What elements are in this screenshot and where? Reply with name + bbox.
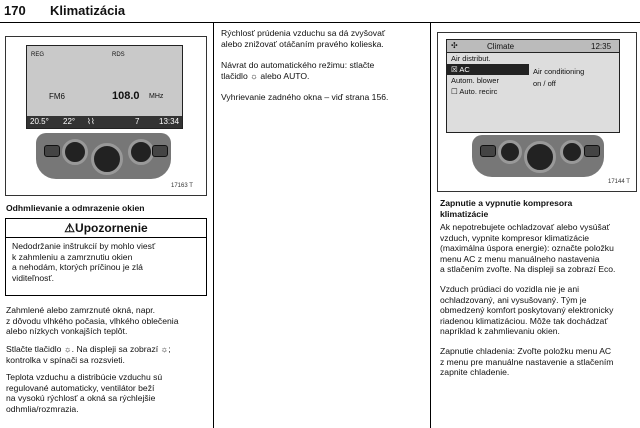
menu-title: Climate: [487, 42, 515, 51]
right-paragraph-3: Zapnutie chladenia: Zvoľte položku menu AC z menu pre manuálne nastavenie a stlačením zapnite chladenie.: [440, 346, 614, 378]
radio-lcd: [26, 45, 183, 129]
section-title-ac: Zapnutie a vypnutie kompresora klimatizácie: [440, 198, 573, 219]
warning-title-row: [6, 219, 206, 238]
right-paragraph-2: Vzduch prúdiaci do vozidla nie je ani ochladzovaný, ani vysušovaný. Tým je obmedzený komfort poskytovaný elektronicky riadenou klimatizáciou. Môže tak dochádzať napríklad k zahmlievaniu okien.: [440, 284, 614, 337]
lcd-temp-set: 22°: [63, 117, 76, 126]
radio-display-figure: [5, 36, 207, 196]
lcd-fan: 7: [135, 117, 140, 126]
lcd-reg: REG: [31, 52, 45, 58]
column-divider-right: [430, 23, 431, 428]
column-divider-left: [213, 23, 214, 428]
right-paragraph-1: Ak nepotrebujete ochladzovať alebo vysúšať vzduch, vypnite kompresor klimatizácie (maximálna úspora energie): označte položku menu AC z menu manuálneho nastavenia a stlačením zvoľte. Na displeji sa zobrazí Eco.: [440, 222, 616, 275]
menu-item[interactable]: Autom. blower: [451, 76, 499, 85]
panel-button[interactable]: [480, 145, 496, 157]
menu-list: [447, 53, 529, 97]
figure-code: 17163 T: [171, 183, 193, 189]
lcd-time: 13:34: [159, 117, 180, 126]
climate-menu-figure: [437, 32, 637, 192]
page-number: 170: [4, 3, 26, 18]
panel-button[interactable]: [584, 145, 600, 157]
checkbox-icon: ☐: [451, 87, 458, 96]
center-knob[interactable]: [524, 141, 556, 173]
lcd-band: FM6: [49, 92, 65, 101]
center-knob[interactable]: [91, 143, 123, 175]
left-knob[interactable]: [498, 140, 522, 164]
right-knob[interactable]: [128, 139, 154, 165]
lcd-rds: RDS: [112, 52, 125, 58]
menu-time: 12:35: [591, 42, 612, 51]
left-paragraph-2: Stlačte tlačidlo ☼. Na displeji sa zobrazí ☼; kontrolka v spínači sa rozsvieti.: [6, 344, 171, 365]
panel-button[interactable]: [152, 145, 168, 157]
climate-fan-icon: ✣: [451, 41, 458, 50]
lcd-unit: MHz: [149, 93, 164, 100]
lcd-temp-left: 20.5°: [30, 117, 49, 126]
defrost-icon: ⌇⌇: [87, 117, 95, 126]
section-title-defog: Odhmlievanie a odmrazenie okien: [6, 203, 145, 213]
right-knob[interactable]: [560, 140, 584, 164]
lcd-frequency: 108.0: [112, 90, 140, 102]
middle-paragraph-2: Návrat do automatického režimu: stlačte tlačidlo ☼ alebo AUTO.: [221, 60, 375, 81]
warning-icon: ⚠: [64, 221, 76, 235]
warning-title: Upozornenie: [75, 221, 148, 235]
left-paragraph-1: Zahmlené alebo zamrznuté okná, napr. z dôvodu vlhkého počasia, vlhkého oblečenia alebo nízkych vonkajších teplôt.: [6, 305, 179, 337]
warning-box: [5, 218, 207, 296]
left-knob[interactable]: [62, 139, 88, 165]
menu-item[interactable]: Air distribut.: [451, 54, 491, 63]
chapter-title: Klimatizácia: [50, 3, 126, 18]
middle-paragraph-1: Rýchlosť prúdenia vzduchu sa dá zvyšovať alebo znižovať otáčaním pravého kolieska.: [221, 28, 386, 49]
climate-panel-right: [472, 135, 604, 177]
middle-paragraph-3: Vyhrievanie zadného okna – viď strana 156.: [221, 92, 389, 102]
climate-panel: [36, 133, 171, 179]
menu-item-ac[interactable]: ☒ AC: [447, 64, 529, 75]
menu-info: Air conditioning on / off: [533, 67, 585, 88]
menu-item[interactable]: ☐ Auto. recirc: [451, 87, 498, 96]
climate-lcd: [446, 39, 620, 133]
ac-checkbox-icon: ☒: [451, 65, 458, 74]
warning-text: Nedodržanie inštrukcií by mohlo viesť k zahmleniu a zamrznutiu okien a nehodám, ktorých príčinou je zlá viditeľnosť.: [12, 241, 156, 283]
figure-code-right: 17144 T: [608, 179, 630, 185]
panel-button[interactable]: [44, 145, 60, 157]
left-paragraph-3: Teplota vzduchu a distribúcie vzduchu sú regulované automaticky, ventilátor beží na vysokú rýchlosť a okná sa rýchlejšie odhmlia/rozmrazia.: [6, 372, 163, 414]
